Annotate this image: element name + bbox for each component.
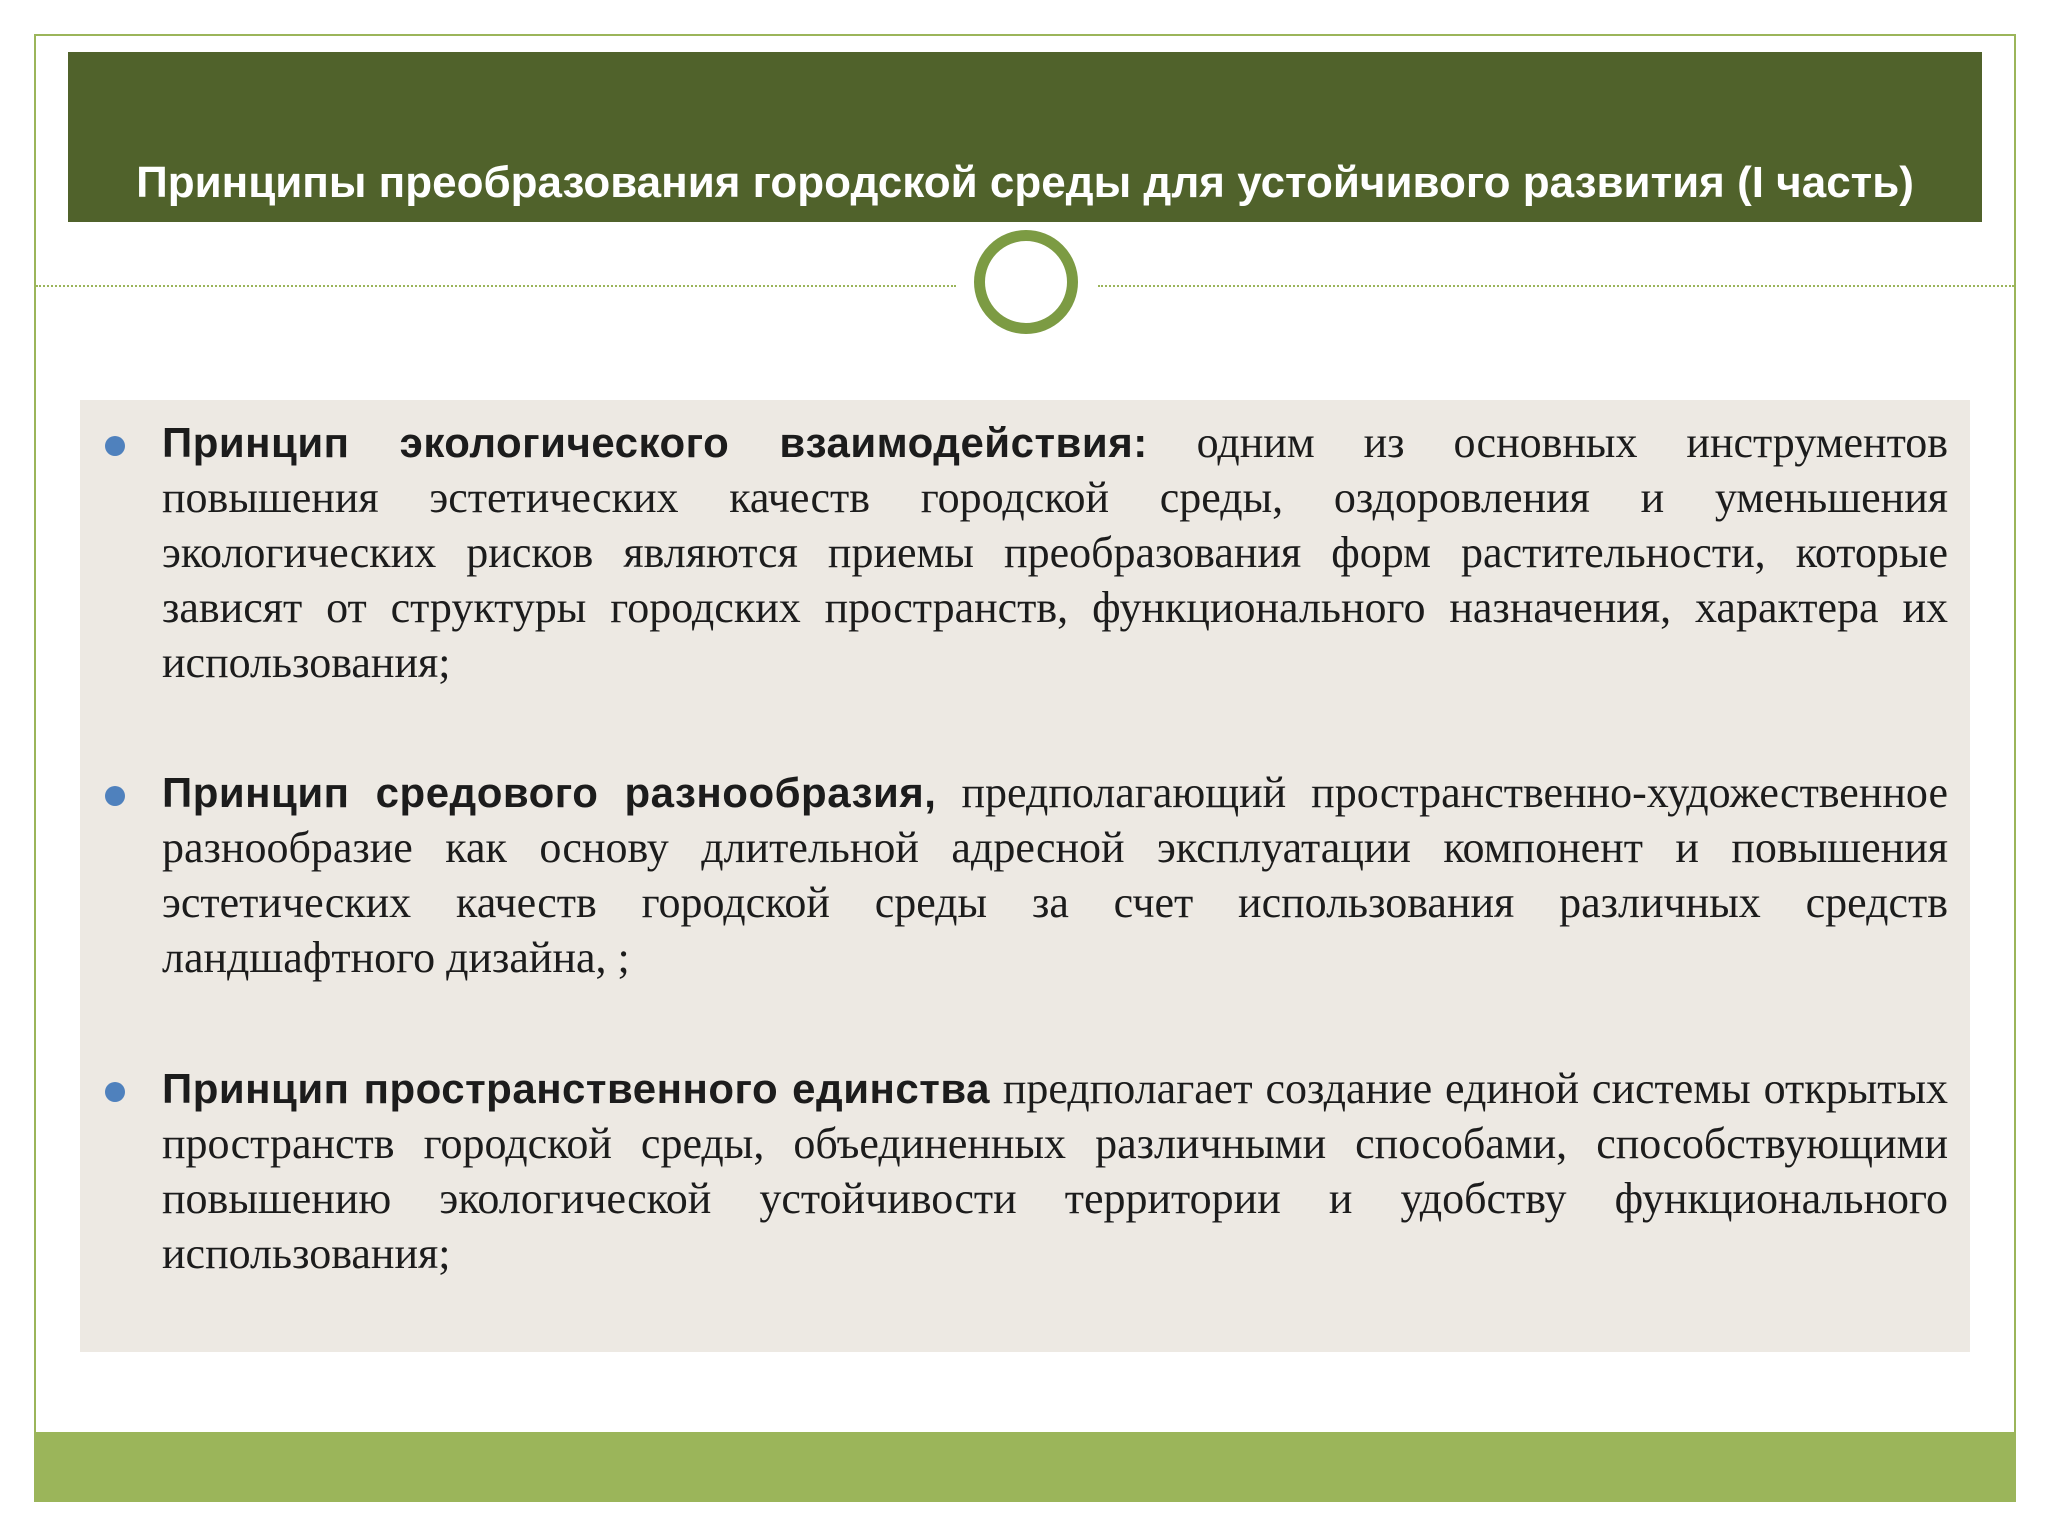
list-item-spatial-unity <box>162 1061 1948 1281</box>
principle-text: одним из основных инструментов повышения эстетических качеств городской среды, оздоровления и уменьшения экологических рисков являются приемы преобразования форм растительности, которые зависят от структуры городских пространств, функционального назначения, характера их использования; <box>162 418 1948 687</box>
divider-right <box>1098 285 2014 287</box>
list-item-ecological-interaction <box>162 415 1948 690</box>
principle-term: Принцип пространственного единства <box>162 1065 990 1112</box>
principle-term: Принцип средового разнообразия, <box>162 769 937 816</box>
footer-bar <box>34 1432 2016 1502</box>
list-item-environmental-diversity <box>162 765 1948 985</box>
slide-title: Принципы преобразования городской среды для устойчивого развития (I часть) <box>136 158 1914 207</box>
principle-term: Принцип экологического взаимодействия: <box>162 419 1148 466</box>
content-box <box>80 400 1970 1352</box>
ring-ornament-icon <box>974 230 1078 334</box>
principle-text: предполагающий пространственно-художественное разнообразие как основу длительной адресной эксплуатации компонент и повышения эстетических качеств городской среды за счет использования различных средств ландшафтного дизайна, ; <box>162 768 1948 982</box>
principle-text: предполагает создание единой системы открытых пространств городской среды, объединенных различными способами, способствующими повышению экологической устойчивости территории и удобству функционального использования; <box>162 1064 1949 1278</box>
bullet-dot-icon <box>105 436 125 456</box>
bullet-dot-icon <box>105 1082 125 1102</box>
divider-left <box>36 285 956 287</box>
title-bar <box>68 52 1982 222</box>
bullet-dot-icon <box>105 786 125 806</box>
